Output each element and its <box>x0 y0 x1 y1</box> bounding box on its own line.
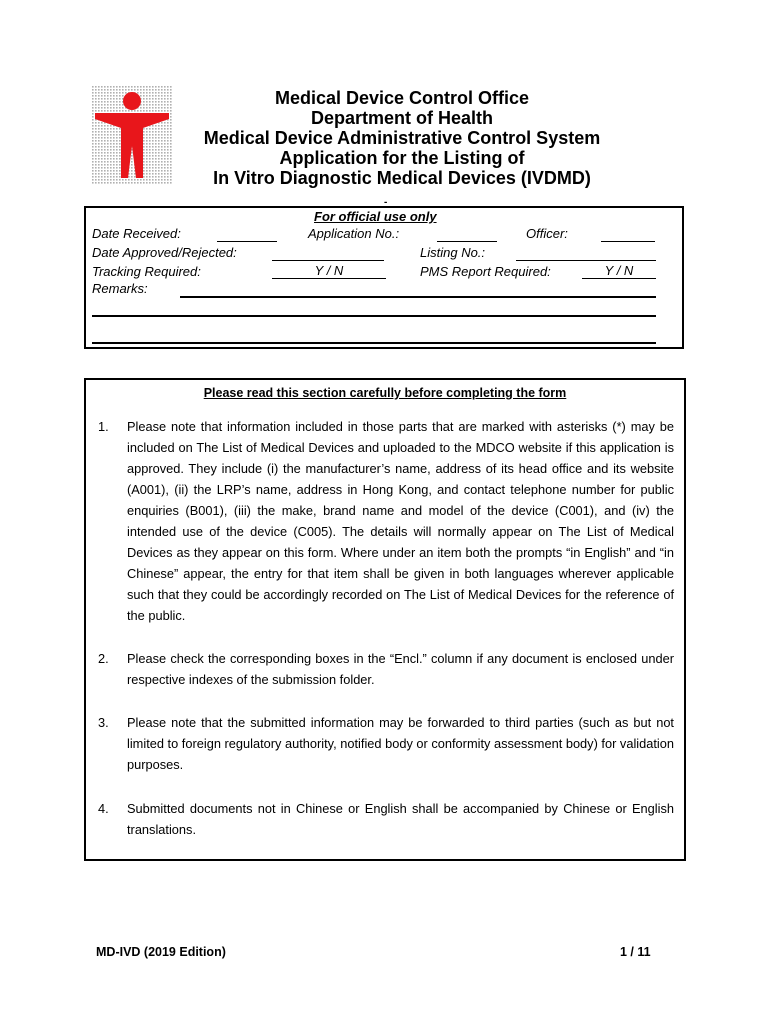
item-text: Please note that information included in those parts that are marked with asterisks (*) may be included on The List of Medical Devices and uploaded to the MDCO website if this application is approved. They include (i) the manufacturer’s name, address of its head office and its website (A001), (ii) the LRP’s name, address in Hong Kong, and contact telephone number for public enquiries (B001), (iii) the make, brand name and model of the device (C001), and (iv) the intended use of the device (C005). The details will normally appear on The List of Medical Devices as they appear on this form. Where under an item both the prompts “in English” and “in Chinese” appear, the entry for that item shall be given in both languages wherever applicable such that they could be accordingly recorded on The List of Medical Devices for the reference of the public. <box>127 419 674 623</box>
application-no-field[interactable] <box>437 241 497 242</box>
item-number: 1. <box>98 419 109 434</box>
date-approved-label: Date Approved/Rejected: <box>92 245 237 260</box>
department-of-health-logo <box>92 86 172 184</box>
date-approved-field[interactable] <box>272 260 384 261</box>
remarks-line-3[interactable] <box>92 342 656 344</box>
item-text: Please check the corresponding boxes in the “Encl.” column if any document is enclosed under respective indexes of the submission folder. <box>127 651 674 687</box>
tracking-required-field[interactable]: Y / N <box>272 264 386 279</box>
instruction-item-2 <box>98 648 674 692</box>
item-number: 2. <box>98 651 109 666</box>
date-received-label: Date Received: <box>92 226 181 241</box>
instruction-item-3 <box>98 712 674 778</box>
remarks-line-1[interactable] <box>180 296 656 298</box>
department-title: Department of Health <box>310 108 494 128</box>
tracking-required-label: Tracking Required: <box>92 264 201 279</box>
item-number: 3. <box>98 715 109 730</box>
instructions-title: Please read this section carefully before completing the form <box>203 386 567 400</box>
page-number: 1 / 11 <box>620 945 651 959</box>
device-title: In Vitro Diagnostic Medical Devices (IVDMD) <box>213 168 591 188</box>
item-text: Submitted documents not in Chinese or English shall be accompanied by Chinese or English translations. <box>127 801 674 837</box>
official-use-title: For official use only <box>314 209 437 224</box>
item-number: 4. <box>98 801 109 816</box>
office-title: Medical Device Control Office <box>274 88 530 108</box>
official-use-box <box>84 206 684 349</box>
system-title: Medical Device Administrative Control System <box>203 128 601 148</box>
pms-required-field[interactable]: Y / N <box>582 264 656 279</box>
date-received-field[interactable] <box>217 241 277 242</box>
instruction-item-4 <box>98 798 674 842</box>
listing-no-label: Listing No.: <box>420 245 486 260</box>
form-edition: MD-IVD (2019 Edition) <box>96 945 226 959</box>
form-header <box>190 88 614 188</box>
officer-field[interactable] <box>601 241 655 242</box>
remarks-label: Remarks: <box>92 281 148 296</box>
remarks-line-2[interactable] <box>92 315 656 317</box>
officer-label: Officer: <box>526 226 568 241</box>
pms-required-label: PMS Report Required: <box>420 264 551 279</box>
listing-no-field[interactable] <box>516 260 656 261</box>
application-title: Application for the Listing of <box>279 148 525 168</box>
item-text: Please note that the submitted information may be forwarded to third parties (such as but not limited to foreign regulatory authority, notified body or conformity assessment body) for validation purposes. <box>127 715 674 772</box>
application-no-label: Application No.: <box>308 226 400 241</box>
instructions-box <box>84 378 686 861</box>
separator-mark: - <box>384 197 388 208</box>
instruction-item-1 <box>98 416 674 626</box>
